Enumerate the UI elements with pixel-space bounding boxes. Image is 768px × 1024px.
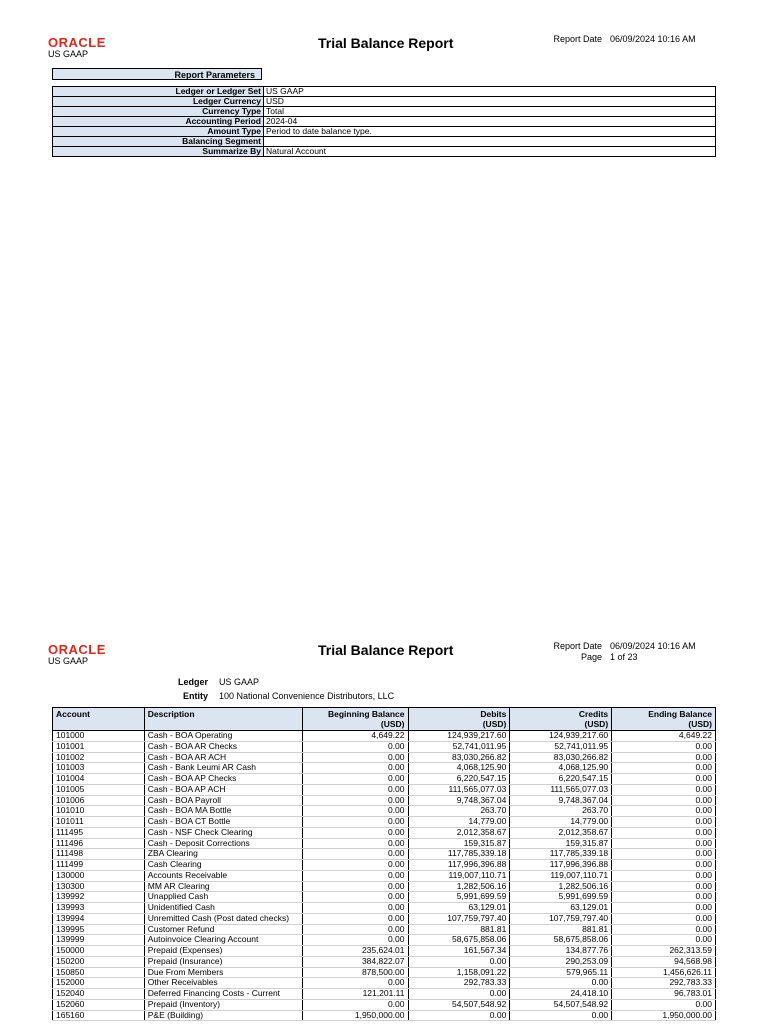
ending-balance-cell: 0.00 [612, 860, 716, 871]
account-cell: 152040 [53, 989, 145, 1000]
table-row [53, 870, 716, 881]
account-cell: 139992 [53, 892, 145, 903]
account-cell: 101002 [53, 752, 145, 763]
description-cell: Unremitted Cash (Post dated checks) [144, 913, 302, 924]
ending-balance-cell: 94,568.98 [612, 956, 716, 967]
account-cell: 101005 [53, 784, 145, 795]
table-row [53, 967, 716, 978]
beginning-balance-cell: 0.00 [302, 870, 408, 881]
account-cell: 139993 [53, 903, 145, 914]
parameter-label: Ledger or Ledger Set [53, 87, 264, 97]
debits-cell: 119,007,110.71 [408, 870, 510, 881]
report-date-label: Report Date [553, 34, 602, 44]
ending-balance-cell: 1,456,626.11 [612, 967, 716, 978]
credits-cell: 881.81 [510, 924, 612, 935]
parameter-row [53, 127, 716, 137]
debits-cell: 0.00 [408, 989, 510, 1000]
credits-cell: 159,315.87 [510, 838, 612, 849]
credits-cell: 1,282,506.16 [510, 881, 612, 892]
page-number: 1 of 23 [610, 652, 638, 662]
column-account: Account [53, 708, 145, 731]
debits-cell: 63,129.01 [408, 903, 510, 914]
beginning-balance-cell: 0.00 [302, 892, 408, 903]
debits-cell: 117,996,396.88 [408, 860, 510, 871]
account-cell: 101006 [53, 795, 145, 806]
table-row [53, 806, 716, 817]
account-cell: 111495 [53, 827, 145, 838]
parameter-label: Amount Type [53, 127, 264, 137]
table-row [53, 763, 716, 774]
description-cell: Cash - BOA AR Checks [144, 741, 302, 752]
ending-balance-cell: 0.00 [612, 817, 716, 828]
debits-cell: 6,220,547.15 [408, 774, 510, 785]
beginning-balance-cell: 0.00 [302, 913, 408, 924]
table-row [53, 999, 716, 1010]
oracle-logo-text: ORACLE [48, 642, 106, 657]
account-cell: 150000 [53, 946, 145, 957]
account-cell: 152060 [53, 999, 145, 1010]
credits-cell: 58,675,858.06 [510, 935, 612, 946]
ending-balance-cell: 0.00 [612, 892, 716, 903]
table-row [53, 924, 716, 935]
account-cell: 130000 [53, 870, 145, 881]
column-description: Description [144, 708, 302, 731]
description-cell: Cash - BOA AP Checks [144, 774, 302, 785]
credits-cell: 14,779.00 [510, 817, 612, 828]
table-header-row [53, 708, 716, 731]
table-row [53, 752, 716, 763]
description-cell: Cash - BOA AP ACH [144, 784, 302, 795]
beginning-balance-cell: 0.00 [302, 784, 408, 795]
parameter-value: Period to date balance type. [264, 127, 716, 137]
credits-cell: 24,418.10 [510, 989, 612, 1000]
beginning-balance-cell: 0.00 [302, 935, 408, 946]
table-row [53, 741, 716, 752]
credits-cell: 117,785,339.18 [510, 849, 612, 860]
beginning-balance-cell: 0.00 [302, 795, 408, 806]
debits-cell: 124,939,217.60 [408, 731, 510, 742]
report-title-page2: Trial Balance Report [318, 642, 454, 658]
description-cell: Unapplied Cash [144, 892, 302, 903]
debits-cell: 0.00 [408, 1010, 510, 1021]
credits-cell: 2,012,358.67 [510, 827, 612, 838]
description-cell: Due From Members [144, 967, 302, 978]
report-parameters-table [52, 86, 716, 157]
parameter-value: Total [264, 107, 716, 117]
parameter-row [53, 147, 716, 157]
account-cell: 101004 [53, 774, 145, 785]
credits-cell: 119,007,110.71 [510, 870, 612, 881]
description-cell: Prepaid (Expenses) [144, 946, 302, 957]
table-row [53, 913, 716, 924]
ending-balance-cell: 0.00 [612, 870, 716, 881]
ending-balance-cell: 0.00 [612, 784, 716, 795]
table-row [53, 731, 716, 742]
description-cell: P&E (Building) [144, 1010, 302, 1021]
debits-cell: 111,565,077.03 [408, 784, 510, 795]
report-parameters-header: Report Parameters [52, 68, 262, 80]
entity-label: Entity [182, 691, 208, 701]
account-cell: 111499 [53, 860, 145, 871]
credits-cell: 83,030,266.82 [510, 752, 612, 763]
ending-balance-cell: 0.00 [612, 903, 716, 914]
table-row [53, 860, 716, 871]
ending-balance-cell: 0.00 [612, 849, 716, 860]
ledger-value: US GAAP [219, 677, 260, 687]
debits-cell: 1,158,091.22 [408, 967, 510, 978]
credits-cell: 0.00 [510, 1010, 612, 1021]
credits-cell: 134,877.76 [510, 946, 612, 957]
ending-balance-cell: 0.00 [612, 935, 716, 946]
table-row [53, 989, 716, 1000]
beginning-balance-cell: 384,822.07 [302, 956, 408, 967]
ending-balance-cell: 0.00 [612, 999, 716, 1010]
description-cell: Other Receivables [144, 978, 302, 989]
account-cell: 101011 [53, 817, 145, 828]
report-meta-page2 [552, 641, 696, 663]
parameter-label: Accounting Period [53, 117, 264, 127]
beginning-balance-cell: 0.00 [302, 741, 408, 752]
beginning-balance-cell: 0.00 [302, 752, 408, 763]
ending-balance-cell: 0.00 [612, 795, 716, 806]
debits-cell: 52,741,011.95 [408, 741, 510, 752]
description-cell: Prepaid (Insurance) [144, 956, 302, 967]
column-ending-balance: Ending Balance (USD) [612, 708, 716, 731]
ending-balance-cell: 262,313.59 [612, 946, 716, 957]
beginning-balance-cell: 0.00 [302, 978, 408, 989]
table-row [53, 774, 716, 785]
ledger-subtitle: US GAAP [48, 656, 89, 666]
credits-cell: 5,991,699.59 [510, 892, 612, 903]
ending-balance-cell: 0.00 [612, 806, 716, 817]
debits-cell: 14,779.00 [408, 817, 510, 828]
table-row [53, 892, 716, 903]
ending-balance-cell: 292,783.33 [612, 978, 716, 989]
account-cell: 139995 [53, 924, 145, 935]
ending-balance-cell: 1,950,000.00 [612, 1010, 716, 1021]
parameter-label: Ledger Currency [53, 97, 264, 107]
account-cell: 101003 [53, 763, 145, 774]
beginning-balance-cell: 121,201.11 [302, 989, 408, 1000]
account-cell: 150200 [53, 956, 145, 967]
credits-cell: 117,996,396.88 [510, 860, 612, 871]
description-cell: Deferred Financing Costs - Current [144, 989, 302, 1000]
credits-cell: 52,741,011.95 [510, 741, 612, 752]
table-row [53, 1010, 716, 1021]
credits-cell: 107,759,797.40 [510, 913, 612, 924]
beginning-balance-cell: 0.00 [302, 806, 408, 817]
ledger-entity-block [178, 675, 394, 703]
description-cell: Cash - BOA Payroll [144, 795, 302, 806]
column-beginning-balance: Beginning Balance (USD) [302, 708, 408, 731]
ledger-label: Ledger [178, 677, 209, 687]
parameter-label: Currency Type [53, 107, 264, 117]
table-row [53, 849, 716, 860]
debits-cell: 107,759,797.40 [408, 913, 510, 924]
beginning-balance-cell: 0.00 [302, 817, 408, 828]
oracle-logo [48, 36, 106, 59]
ending-balance-cell: 0.00 [612, 741, 716, 752]
ending-balance-cell: 0.00 [612, 913, 716, 924]
beginning-balance-cell: 4,649.22 [302, 731, 408, 742]
parameter-row [53, 117, 716, 127]
description-cell: ZBA Clearing [144, 849, 302, 860]
table-row [53, 795, 716, 806]
debits-cell: 4,068,125.90 [408, 763, 510, 774]
table-row [53, 956, 716, 967]
ending-balance-cell: 96,783.01 [612, 989, 716, 1000]
credits-cell: 263.70 [510, 806, 612, 817]
column-credits: Credits (USD) [510, 708, 612, 731]
debits-cell: 292,783.33 [408, 978, 510, 989]
beginning-balance-cell: 878,500.00 [302, 967, 408, 978]
table-row [53, 827, 716, 838]
debits-cell: 83,030,266.82 [408, 752, 510, 763]
beginning-balance-cell: 0.00 [302, 827, 408, 838]
table-row [53, 838, 716, 849]
beginning-balance-cell: 0.00 [302, 774, 408, 785]
credits-cell: 0.00 [510, 978, 612, 989]
description-cell: Cash - BOA CT Bottle [144, 817, 302, 828]
report-date-value: 06/09/2024 10:16 AM [610, 34, 696, 44]
report-date-label: Report Date [553, 641, 602, 651]
page-label: Page [580, 652, 602, 662]
parameter-label: Balancing Segment [53, 137, 264, 147]
debits-cell: 263.70 [408, 806, 510, 817]
parameter-value: 2024-04 [264, 117, 716, 127]
credits-cell: 290,253.09 [510, 956, 612, 967]
ending-balance-cell: 0.00 [612, 774, 716, 785]
beginning-balance-cell: 0.00 [302, 860, 408, 871]
account-cell: 139999 [53, 935, 145, 946]
beginning-balance-cell: 0.00 [302, 849, 408, 860]
ending-balance-cell: 0.00 [612, 827, 716, 838]
debits-cell: 161,567.34 [408, 946, 510, 957]
credits-cell: 63,129.01 [510, 903, 612, 914]
oracle-logo-text: ORACLE [48, 35, 106, 50]
beginning-balance-cell: 1,950,000.00 [302, 1010, 408, 1021]
beginning-balance-cell: 0.00 [302, 881, 408, 892]
credits-cell: 579,965.11 [510, 967, 612, 978]
description-cell: Cash Clearing [144, 860, 302, 871]
table-row [53, 978, 716, 989]
beginning-balance-cell: 0.00 [302, 838, 408, 849]
description-cell: Prepaid (Inventory) [144, 999, 302, 1010]
debits-cell: 58,675,858.06 [408, 935, 510, 946]
description-cell: Unidentified Cash [144, 903, 302, 914]
account-cell: 101000 [53, 731, 145, 742]
table-row [53, 946, 716, 957]
credits-cell: 124,939,217.60 [510, 731, 612, 742]
description-cell: Cash - BOA AR ACH [144, 752, 302, 763]
parameter-value: USD [264, 97, 716, 107]
entity-value: 100 National Convenience Distributors, LLC [219, 691, 395, 701]
account-cell: 165160 [53, 1010, 145, 1021]
credits-cell: 54,507,548.92 [510, 999, 612, 1010]
account-cell: 111496 [53, 838, 145, 849]
description-cell: Cash - BOA MA Bottle [144, 806, 302, 817]
table-row [53, 935, 716, 946]
report-date-value: 06/09/2024 10:16 AM [610, 641, 696, 651]
description-cell: Cash - Deposit Corrections [144, 838, 302, 849]
account-cell: 111498 [53, 849, 145, 860]
ending-balance-cell: 0.00 [612, 763, 716, 774]
credits-cell: 4,068,125.90 [510, 763, 612, 774]
ledger-subtitle: US GAAP [48, 49, 89, 59]
parameter-value: US GAAP [264, 87, 716, 97]
beginning-balance-cell: 0.00 [302, 924, 408, 935]
account-cell: 130300 [53, 881, 145, 892]
account-cell: 101010 [53, 806, 145, 817]
beginning-balance-cell: 0.00 [302, 999, 408, 1010]
debits-cell: 2,012,358.67 [408, 827, 510, 838]
ending-balance-cell: 4,649.22 [612, 731, 716, 742]
beginning-balance-cell: 235,624.01 [302, 946, 408, 957]
ending-balance-cell: 0.00 [612, 838, 716, 849]
column-debits: Debits (USD) [408, 708, 510, 731]
description-cell: MM AR Clearing [144, 881, 302, 892]
report-meta [552, 34, 696, 45]
debits-cell: 117,785,339.18 [408, 849, 510, 860]
debits-cell: 159,315.87 [408, 838, 510, 849]
ending-balance-cell: 0.00 [612, 752, 716, 763]
trial-balance-table [52, 707, 716, 1021]
debits-cell: 54,507,548.92 [408, 999, 510, 1010]
description-cell: Cash - BOA Operating [144, 731, 302, 742]
ending-balance-cell: 0.00 [612, 881, 716, 892]
debits-cell: 1,282,506.16 [408, 881, 510, 892]
beginning-balance-cell: 0.00 [302, 763, 408, 774]
table-row [53, 784, 716, 795]
description-cell: Cash - NSF Check Clearing [144, 827, 302, 838]
credits-cell: 111,565,077.03 [510, 784, 612, 795]
parameter-value: Natural Account [264, 147, 716, 157]
beginning-balance-cell: 0.00 [302, 903, 408, 914]
description-cell: Customer Refund [144, 924, 302, 935]
description-cell: Accounts Receivable [144, 870, 302, 881]
account-cell: 101001 [53, 741, 145, 752]
account-cell: 152000 [53, 978, 145, 989]
table-row [53, 817, 716, 828]
debits-cell: 5,991,699.59 [408, 892, 510, 903]
credits-cell: 9,748,367.04 [510, 795, 612, 806]
account-cell: 150850 [53, 967, 145, 978]
parameter-row [53, 137, 716, 147]
account-cell: 139994 [53, 913, 145, 924]
parameter-row [53, 97, 716, 107]
debits-cell: 9,748,367.04 [408, 795, 510, 806]
parameter-label: Summarize By [53, 147, 264, 157]
report-title: Trial Balance Report [318, 35, 454, 51]
parameter-row [53, 87, 716, 97]
debits-cell: 881.81 [408, 924, 510, 935]
ending-balance-cell: 0.00 [612, 924, 716, 935]
oracle-logo-page2 [48, 643, 106, 666]
table-row [53, 881, 716, 892]
description-cell: Cash - Bank Leumi AR Cash [144, 763, 302, 774]
parameter-row [53, 107, 716, 117]
description-cell: Autoinvoice Clearing Account [144, 935, 302, 946]
debits-cell: 0.00 [408, 956, 510, 967]
credits-cell: 6,220,547.15 [510, 774, 612, 785]
table-row [53, 903, 716, 914]
parameter-value [264, 137, 716, 147]
